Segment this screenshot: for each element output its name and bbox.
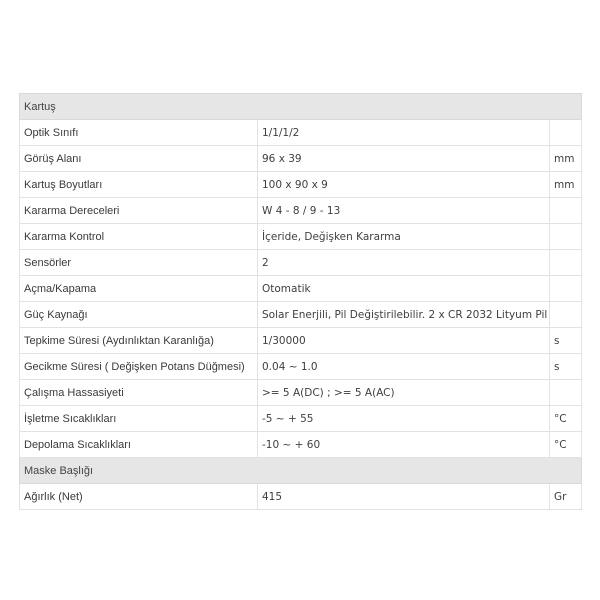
spec-value: 2	[258, 250, 550, 276]
spec-unit	[550, 198, 582, 224]
spec-row	[20, 406, 582, 432]
spec-label: Açma/Kapama	[20, 276, 258, 302]
spec-value: 1/30000	[258, 328, 550, 354]
spec-unit: mm	[550, 172, 582, 198]
spec-row	[20, 224, 582, 250]
spec-row	[20, 484, 582, 510]
spec-row	[20, 146, 582, 172]
spec-value: Solar Enerjili, Pil Değiştirilebilir. 2 x CR 2032 Lityum Pil	[258, 302, 550, 328]
spec-row	[20, 120, 582, 146]
spec-label: Depolama Sıcaklıkları	[20, 432, 258, 458]
section-header-row	[20, 94, 582, 120]
spec-table-body	[20, 94, 582, 510]
spec-value: 96 x 39	[258, 146, 550, 172]
spec-value: 1/1/1/2	[258, 120, 550, 146]
spec-unit	[550, 276, 582, 302]
spec-label: Gecikme Süresi ( Değişken Potans Düğmesi)	[20, 354, 258, 380]
spec-value: 100 x 90 x 9	[258, 172, 550, 198]
spec-unit: s	[550, 328, 582, 354]
spec-unit: °C	[550, 432, 582, 458]
spec-value: 0.04 ~ 1.0	[258, 354, 550, 380]
section-title: Maske Başlığı	[20, 458, 582, 484]
spec-value: -10 ~ + 60	[258, 432, 550, 458]
spec-row	[20, 276, 582, 302]
spec-label: İşletme Sıcaklıkları	[20, 406, 258, 432]
spec-unit	[550, 250, 582, 276]
spec-value: W 4 - 8 / 9 - 13	[258, 198, 550, 224]
spec-row	[20, 302, 582, 328]
spec-row	[20, 432, 582, 458]
spec-value: Otomatik	[258, 276, 550, 302]
spec-unit: mm	[550, 146, 582, 172]
spec-unit	[550, 120, 582, 146]
spec-value: -5 ~ + 55	[258, 406, 550, 432]
spec-unit	[550, 302, 582, 328]
spec-label: Kararma Dereceleri	[20, 198, 258, 224]
spec-row	[20, 198, 582, 224]
spec-label: Kartuş Boyutları	[20, 172, 258, 198]
spec-value: >= 5 A(DC) ; >= 5 A(AC)	[258, 380, 550, 406]
spec-label: Optik Sınıfı	[20, 120, 258, 146]
spec-unit: Gr	[550, 484, 582, 510]
spec-unit: °C	[550, 406, 582, 432]
section-header-row	[20, 458, 582, 484]
spec-value: 415	[258, 484, 550, 510]
spec-label: Kararma Kontrol	[20, 224, 258, 250]
spec-row	[20, 380, 582, 406]
spec-value: İçeride, Değişken Kararma	[258, 224, 550, 250]
spec-label: Tepkime Süresi (Aydınlıktan Karanlığa)	[20, 328, 258, 354]
spec-row	[20, 250, 582, 276]
spec-row	[20, 328, 582, 354]
spec-unit: s	[550, 354, 582, 380]
spec-table	[19, 93, 582, 510]
spec-label: Güç Kaynağı	[20, 302, 258, 328]
spec-label: Çalışma Hassasiyeti	[20, 380, 258, 406]
spec-unit	[550, 380, 582, 406]
spec-row	[20, 354, 582, 380]
spec-row	[20, 172, 582, 198]
spec-label: Görüş Alanı	[20, 146, 258, 172]
spec-unit	[550, 224, 582, 250]
spec-label: Sensörler	[20, 250, 258, 276]
spec-label: Ağırlık (Net)	[20, 484, 258, 510]
section-title: Kartuş	[20, 94, 582, 120]
